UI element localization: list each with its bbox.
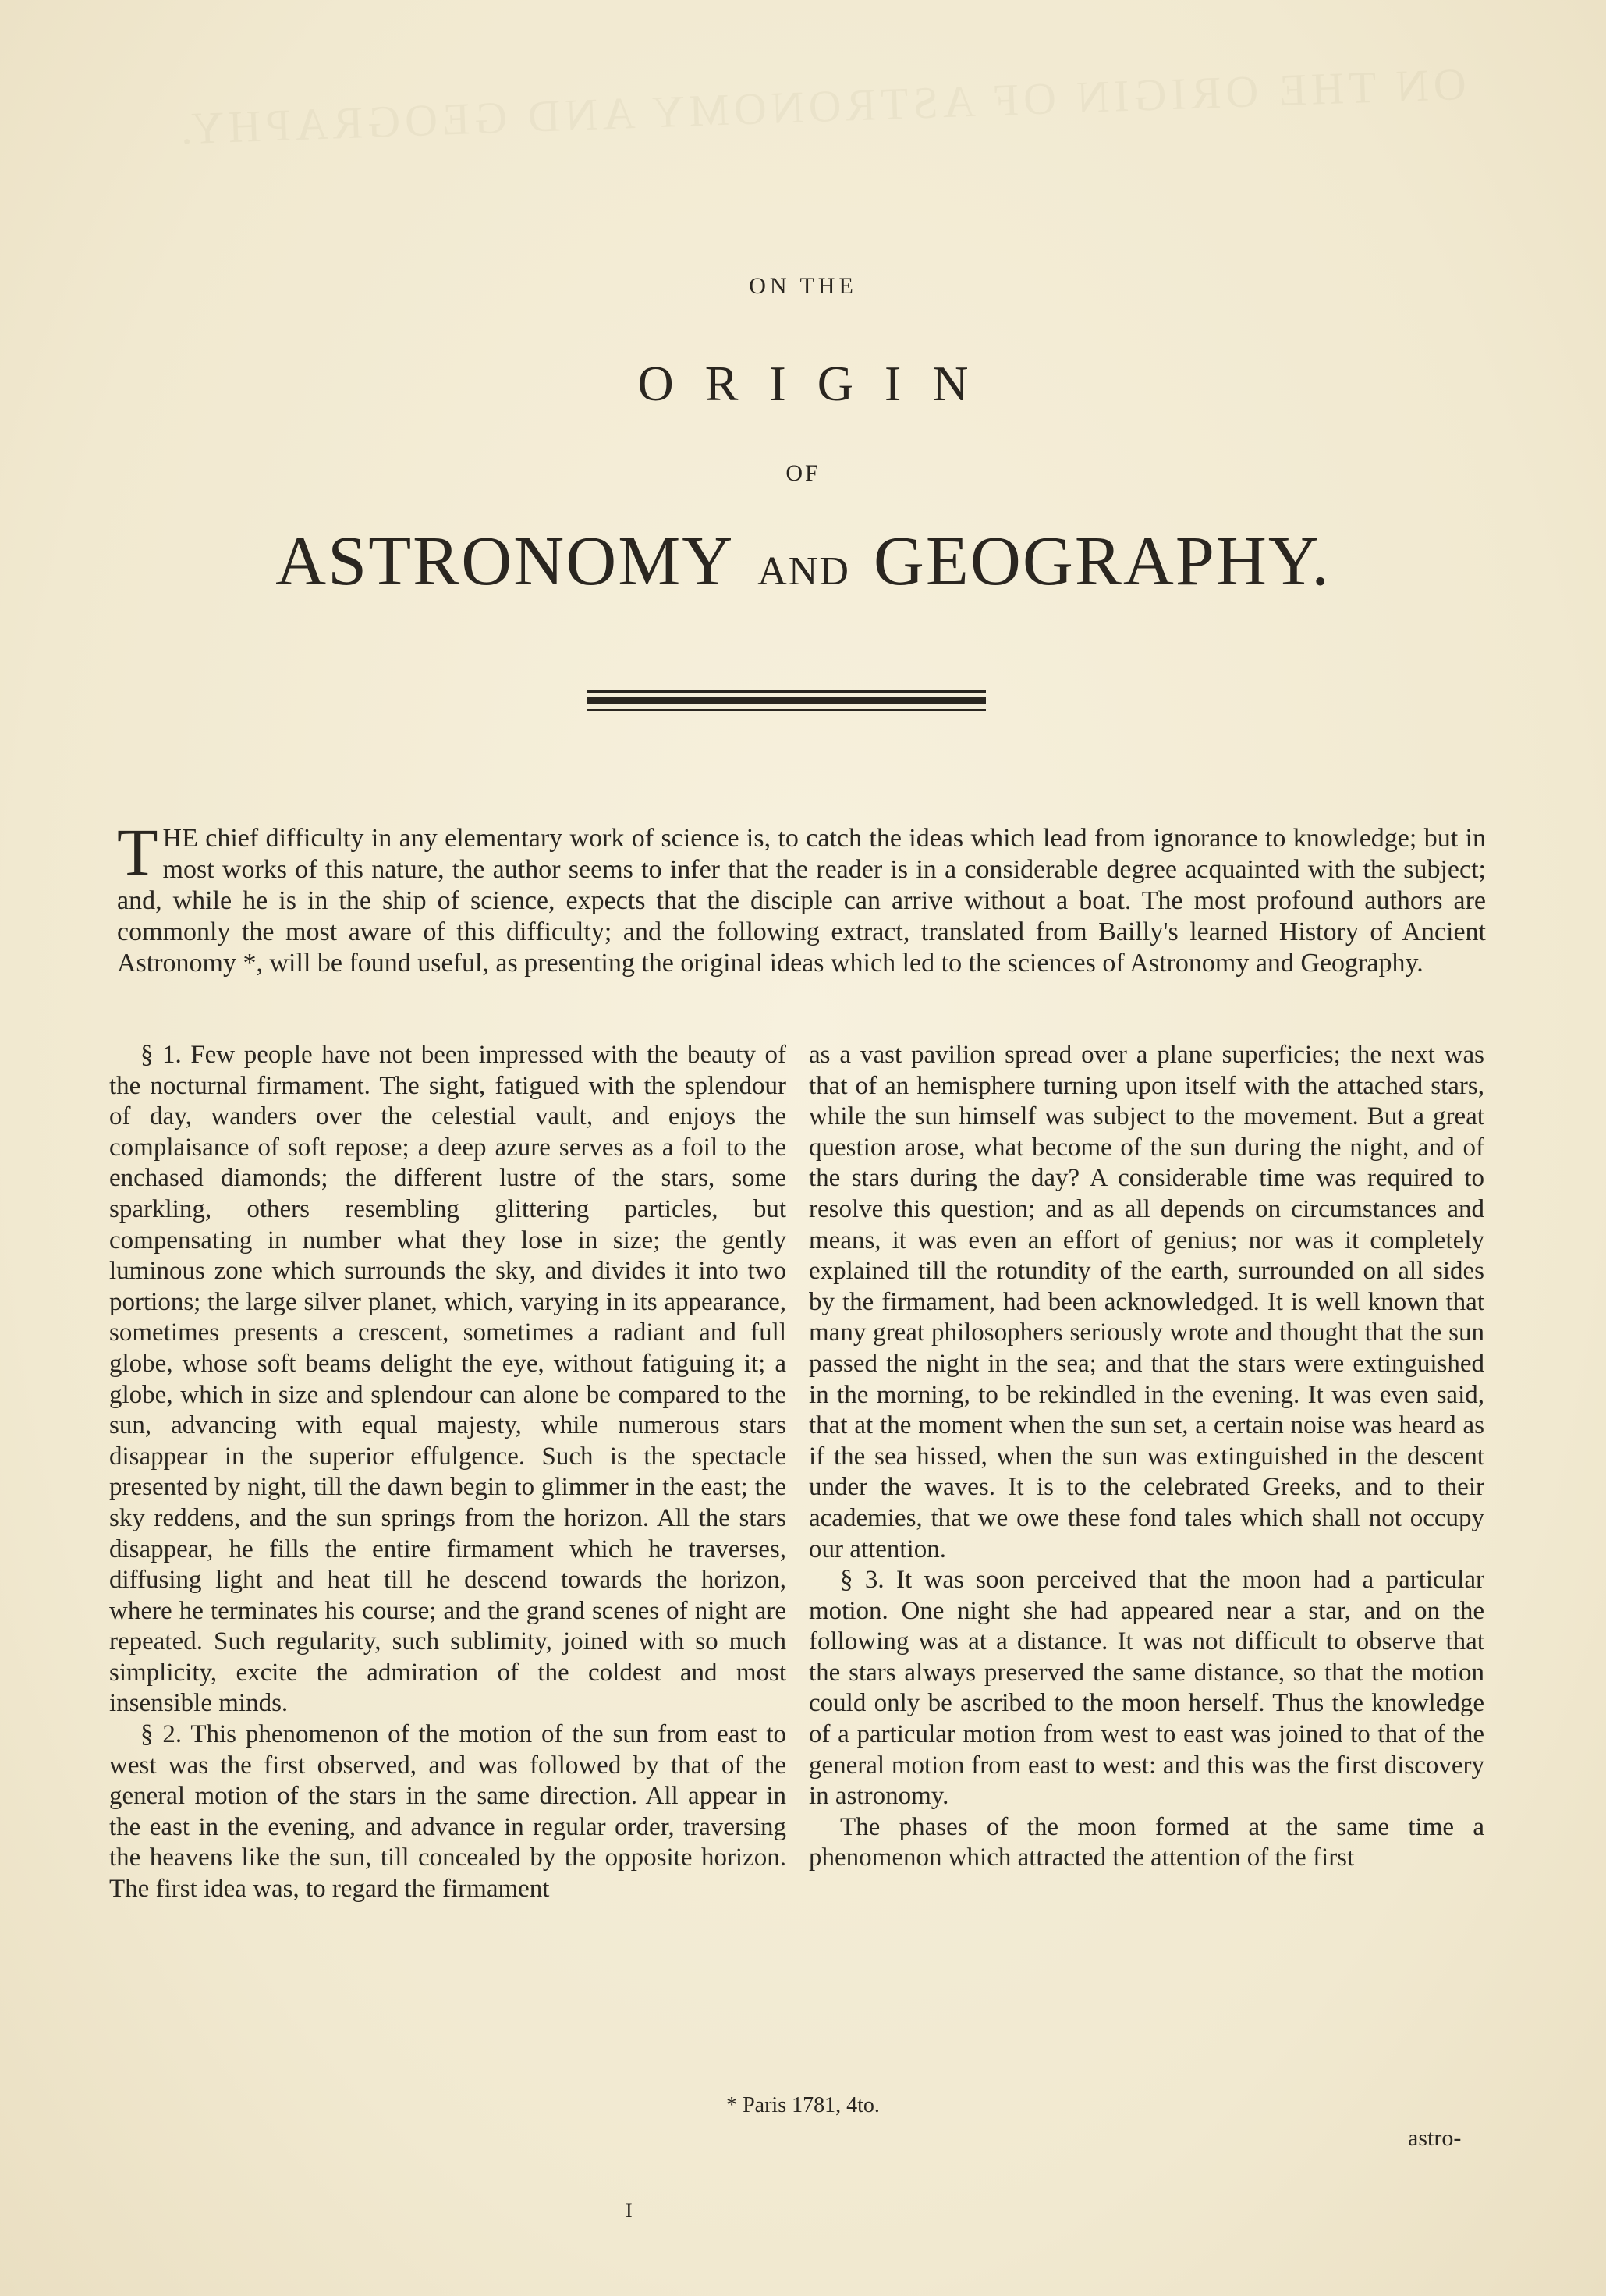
footnote: * Paris 1781, 4to. <box>726 2093 880 2117</box>
section-2-paragraph: § 2. This phenomenon of the motion of the sun from east to west was the first observed, and was followed by that of the general motion of the stars in the same direction. All appear in the east in the evening, and advance in regular order, traversing the heavens like the sun, till concealed by the opposite horizon. The first idea was, to regard the firmament <box>109 1720 786 1904</box>
title-astronomy: ASTRONOMY <box>275 523 735 600</box>
intro-text: HE chief difficulty in any elementary work of science is, to catch the ideas which lead from ignorance to knowledge; but in most works of this nature, the author seems to infer that the reader is in a considerable degree acquainted with the subject; and, while he is in the ship of science, expects that the disciple can arrive without a boat. The most profound authors are commonly the most aware of this difficulty; and the following extract, translated from Bailly's learned History of Ancient Astronomy *, will be found useful, as presenting the original ideas which led to the sciences of Astronomy and Geography. <box>117 824 1486 978</box>
catchword: astro- <box>1408 2125 1462 2151</box>
origin-heading: ORIGIN <box>637 356 1000 411</box>
title-and: AND <box>757 549 850 594</box>
title-rule-thick <box>587 697 986 704</box>
section-2-continuation: as a vast pavilion spread over a plane superficies; the next was that of an hemisphere turning upon itself with the attached stars, while the sun himself was subject to the movement. But a great question arose, what become of the sun during the night, and of the stars during the day? A considerable time was required to resolve this question; and as all depends on circumstances and means, it was even an effort of genius; nor was it completely explained till the rotundity of the earth, surrounded on all sides by the firmament, had been acknowledged. It is well known that many great philosophers seriously wrote and thought that the sun passed the night in the sea; and that the stars were extinguished in the morning, to be rekindled in the evening. It was even said, that at the moment when the sun set, a certain noise was heard as if the sea hissed, when the sun was extinguished in the descent under the waves. It is to the celebrated Greeks, and to their academies, that we owe these fond tales which shall not occupy our attention. <box>809 1041 1484 1563</box>
page-title <box>0 521 1606 602</box>
kicker-top-text: ON THE <box>749 273 857 299</box>
drop-cap: T <box>117 814 158 889</box>
intro-paragraph <box>117 814 1486 979</box>
section-3-paragraph: § 3. It was soon perceived that the moon had a particular motion. One night she had appeared near a star, and on the following was at a distance. It was not difficult to observe that the stars always preserved the same distance, so that the motion could only be ascribed to the moon herself. Thus the knowledge of a particular motion from west to east was joined to that of the general motion from east to west: and this was the first discovery in astronomy. <box>809 1566 1484 1811</box>
phases-paragraph: The phases of the moon formed at the same time a phenomenon which attracted the attention of the first <box>809 1812 1484 1872</box>
title-rule-thin-bottom <box>587 709 986 711</box>
of-heading: OF <box>785 460 821 486</box>
left-column <box>109 1040 786 1905</box>
right-column <box>809 1040 1484 1874</box>
signature-mark: I <box>626 2199 633 2222</box>
show-through-text: ON THE ORIGIN OF ASTRONOMY AND GEOGRAPHY. <box>175 58 1467 154</box>
kicker-on-the <box>0 273 1606 300</box>
title-geography: GEOGRAPHY. <box>873 523 1331 600</box>
title-rule-thin-top <box>587 690 986 693</box>
section-1-paragraph: § 1. Few people have not been impressed with the beauty of the nocturnal firmament. The sight, fatigued with the splendour of day, wanders over the celestial vault, and enjoys the complaisance of soft repose; a deep azure serves as a foil to the enchased diamonds; the different lustre of the stars, some sparkling, others resembling glittering particles, but compensating in number what they lose in size; the gently luminous zone which surrounds the sky, and divides it into two portions; the large silver planet, which, varying in its appearance, sometimes presents a crescent, sometimes a radiant and full globe, whose soft beams delight the eye, without fatiguing it; a globe, which in size and splendour can alone be compared to the sun, advancing with equal majesty, while numerous stars disappear in the superior effulgence. Such is the spectacle presented by night, till the dawn begin to glimmer in the east; the sky reddens, and the sun springs from the horizon. All the stars disappear, he fills the entire firmament which he traverses, diffusing light and heat till he descend towards the horizon, where he terminates his course; and the grand scenes of night are repeated. Such regularity, such sublimity, joined with so much simplicity, excite the admiration of the coldest and most insensible minds. <box>109 1041 786 1718</box>
